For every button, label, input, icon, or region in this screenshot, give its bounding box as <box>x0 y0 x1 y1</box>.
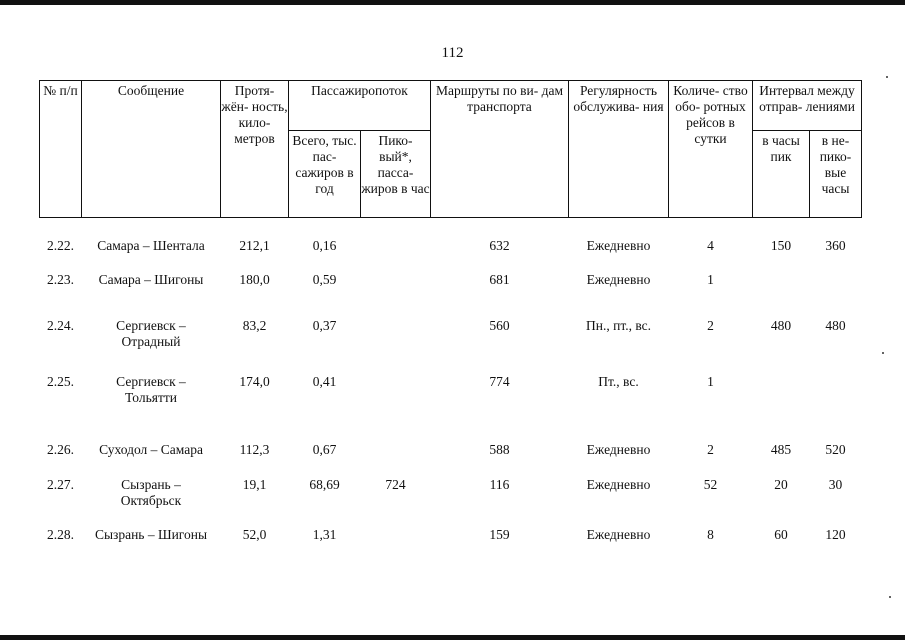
cell-routes: 560 <box>489 318 510 333</box>
bottom-rule <box>0 635 905 640</box>
cell-length: 180,0 <box>239 272 270 287</box>
table-row <box>40 374 862 442</box>
header-interval: Интервал между отправ- лениями <box>753 81 862 131</box>
cell-route: Самара – Шентала <box>97 238 205 253</box>
cell-no: 2.28. <box>47 527 74 542</box>
header-length: Протя- жён- ность, кило- метров <box>221 81 289 218</box>
header-interval-offpeak: в не- пико- вые часы <box>810 131 862 218</box>
table-row <box>40 477 862 527</box>
cell-pax-peak <box>361 527 431 557</box>
header-no: № п/п <box>40 81 82 218</box>
header-trips: Количе- ство обо- ротных рейсов в сутки <box>669 81 753 218</box>
cell-regularity: Ежедневно <box>586 527 651 542</box>
cell-pax-peak <box>361 238 431 272</box>
cell-route: Сергиевск – Тольятти <box>116 374 186 405</box>
cell-routes: 774 <box>489 374 510 389</box>
cell-regularity: Ежедневно <box>586 272 651 287</box>
cell-route: Сызрань – Шигоны <box>94 527 208 542</box>
cell-interval-offpeak <box>810 272 862 318</box>
cell-trips: 2 <box>707 442 714 457</box>
header-regularity: Регулярность обслужива- ния <box>569 81 669 218</box>
cell-no: 2.25. <box>47 374 74 389</box>
table-row <box>40 527 862 557</box>
header-pax-total: Всего, тыс. пас- сажиров в год <box>289 131 361 218</box>
cell-pax-peak <box>361 272 431 318</box>
cell-interval-offpeak: 30 <box>828 477 843 492</box>
cell-length: 19,1 <box>242 477 267 492</box>
table-row <box>40 318 862 374</box>
page-number: 112 <box>441 45 464 61</box>
cell-length: 83,2 <box>242 318 267 333</box>
header-route: Сообщение <box>82 81 221 218</box>
cell-pax-total: 1,31 <box>312 527 337 542</box>
cell-regularity: Ежедневно <box>586 238 651 253</box>
scan-speck <box>889 596 891 598</box>
cell-length: 212,1 <box>239 238 270 253</box>
cell-route: Сергиевск – Отрадный <box>116 318 186 349</box>
cell-length: 52,0 <box>242 527 267 542</box>
scan-speck <box>886 76 888 78</box>
cell-trips: 8 <box>707 527 714 542</box>
cell-trips: 52 <box>703 477 718 492</box>
transport-table <box>39 80 862 557</box>
cell-regularity: Пн., пт., вс. <box>586 318 651 333</box>
cell-interval-peak <box>753 374 810 442</box>
cell-pax-total: 0,59 <box>312 272 337 287</box>
cell-interval-peak: 485 <box>770 442 792 457</box>
cell-no: 2.26. <box>47 442 74 457</box>
header-pax-peak: Пико- вый*, пасса- жиров в час <box>361 131 431 218</box>
cell-interval-offpeak: 520 <box>825 442 846 457</box>
cell-routes: 681 <box>489 272 510 287</box>
cell-interval-peak: 60 <box>774 527 788 542</box>
header-interval-peak: в часы пик <box>753 131 810 218</box>
scan-speck <box>882 352 884 354</box>
cell-pax-peak <box>361 318 431 374</box>
cell-interval-offpeak <box>810 374 862 442</box>
cell-trips: 1 <box>707 374 714 389</box>
cell-route: Сызрань – Октябрьск <box>120 477 182 508</box>
cell-trips: 4 <box>707 238 714 253</box>
cell-pax-total: 0,37 <box>312 318 337 333</box>
table-row <box>40 238 862 272</box>
cell-interval-offpeak: 360 <box>825 238 846 253</box>
cell-trips: 1 <box>707 272 714 287</box>
cell-route: Самара – Шигоны <box>98 272 204 287</box>
table-row <box>40 442 862 477</box>
cell-regularity: Ежедневно <box>586 477 651 492</box>
cell-interval-peak: 150 <box>770 238 792 253</box>
cell-length: 112,3 <box>239 442 270 457</box>
cell-regularity: Ежедневно <box>586 442 651 457</box>
cell-trips: 2 <box>707 318 714 333</box>
cell-no: 2.22. <box>47 238 74 253</box>
cell-pax-total: 0,41 <box>312 374 337 389</box>
cell-pax-total: 0,16 <box>312 238 337 253</box>
cell-no: 2.27. <box>47 477 74 492</box>
table-row <box>40 272 862 318</box>
cell-interval-offpeak: 120 <box>825 527 846 542</box>
cell-no: 2.24. <box>47 318 74 333</box>
cell-regularity: Пт., вс. <box>598 374 639 389</box>
cell-interval-peak: 20 <box>774 477 788 492</box>
header-routes-by-transport: Маршруты по ви- дам транспорта <box>431 81 569 218</box>
cell-routes: 632 <box>489 238 510 253</box>
cell-pax-peak <box>361 374 431 442</box>
cell-length: 174,0 <box>239 374 270 389</box>
cell-routes: 588 <box>489 442 510 457</box>
cell-no: 2.23. <box>47 272 74 287</box>
cell-pax-total: 0,67 <box>312 442 337 457</box>
cell-pax-total: 68,69 <box>309 477 340 492</box>
top-rule <box>0 0 905 5</box>
cell-pax-peak <box>361 442 431 477</box>
header-pax: Пассажиропоток <box>289 81 431 131</box>
cell-route: Суходол – Самара <box>99 442 203 457</box>
cell-interval-offpeak: 480 <box>825 318 846 333</box>
cell-routes: 116 <box>489 477 510 492</box>
cell-interval-peak: 480 <box>770 318 792 333</box>
cell-pax-peak: 724 <box>385 477 406 492</box>
cell-interval-peak <box>753 272 810 318</box>
cell-routes: 159 <box>489 527 510 542</box>
